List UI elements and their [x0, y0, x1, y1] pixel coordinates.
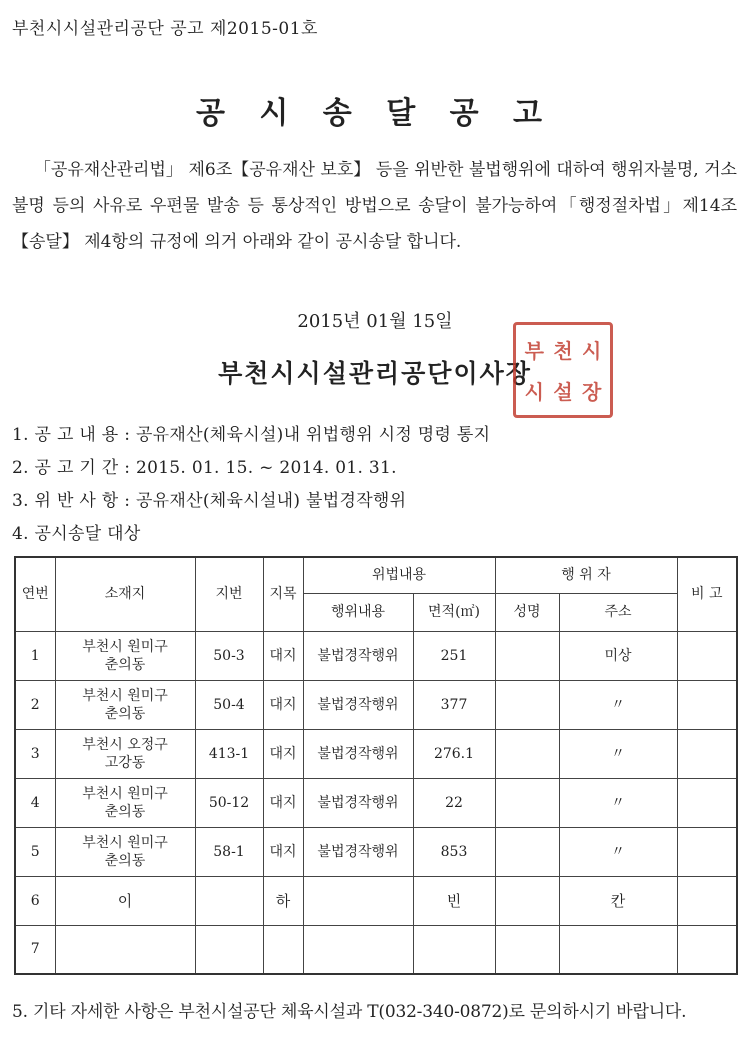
col-header-remarks: 비 고 [677, 557, 737, 631]
cell-no: 1 [15, 631, 55, 680]
cell-remarks [677, 729, 737, 778]
cell-address: 〃 [559, 827, 677, 876]
cell-area: 377 [413, 680, 495, 729]
cell-remarks [677, 778, 737, 827]
col-header-content: 행위내용 [303, 593, 413, 631]
item-target: 4. 공시송달 대상 [12, 524, 141, 544]
cell-empty [55, 925, 195, 974]
official-seal [513, 322, 613, 418]
cell-no: 6 [15, 876, 55, 925]
cell-content: 불법경작행위 [303, 778, 413, 827]
seal-char: 시 [581, 339, 602, 363]
cell-remarks [677, 631, 737, 680]
cell-location [55, 778, 195, 827]
cell-remarks [677, 680, 737, 729]
cell-empty [495, 925, 559, 974]
cell-empty [303, 876, 413, 925]
cell-no: 5 [15, 827, 55, 876]
cell-location [55, 729, 195, 778]
notice-number: 부천시시설관리공단 공고 제2015-01호 [12, 19, 318, 39]
table-row [15, 778, 737, 827]
cell-name [495, 778, 559, 827]
cell-category: 대지 [263, 827, 303, 876]
cell-content: 불법경작행위 [303, 680, 413, 729]
cell-location [55, 631, 195, 680]
table-row [15, 876, 737, 925]
cell-category: 대지 [263, 680, 303, 729]
cell-area: 853 [413, 827, 495, 876]
col-header-category: 지목 [263, 557, 303, 631]
cell-name [495, 729, 559, 778]
cell-lot: 50-4 [195, 680, 263, 729]
cell-lot: 413-1 [195, 729, 263, 778]
cell-address: 미상 [559, 631, 677, 680]
col-header-no: 연번 [15, 557, 55, 631]
cell-empty [303, 925, 413, 974]
cell-blank-marker: 칸 [559, 876, 677, 925]
cell-no: 2 [15, 680, 55, 729]
table-row [15, 925, 737, 974]
table-row [15, 680, 737, 729]
cell-name [495, 631, 559, 680]
cell-content: 불법경작행위 [303, 729, 413, 778]
location-line: 부천시 원미구 [82, 834, 168, 851]
location-line: 부천시 원미구 [82, 785, 168, 802]
cell-blank-marker: 하 [263, 876, 303, 925]
cell-no: 4 [15, 778, 55, 827]
cell-lot: 58-1 [195, 827, 263, 876]
cell-name [495, 680, 559, 729]
cell-name [495, 827, 559, 876]
cell-area: 251 [413, 631, 495, 680]
col-header-name: 성명 [495, 593, 559, 631]
body-text: 공유재산관리법」 제6조【공유재산 보호】 등을 위반한 불법행위에 대하여 행위자불명, 거소불명 등의 사유로 우편물 발송 등 통상적인 방법으로 송달이 불가능하여「행정절차법」제14조【송달】 제4항의 규정에 의거 아래와 같이 공시송달 합니다. [12, 160, 737, 252]
cell-empty [495, 876, 559, 925]
location-line: 춘의동 [104, 803, 146, 820]
col-header-location: 소재지 [55, 557, 195, 631]
target-table [14, 556, 738, 975]
location-line: 춘의동 [104, 852, 146, 869]
cell-empty [195, 876, 263, 925]
cell-empty [263, 925, 303, 974]
location-line: 부천시 오정구 [82, 736, 168, 753]
cell-no: 7 [15, 925, 55, 974]
cell-empty [413, 925, 495, 974]
cell-no: 3 [15, 729, 55, 778]
cell-content: 불법경작행위 [303, 827, 413, 876]
header-row [15, 557, 737, 593]
document-title: 공 시 송 달 공 고 [195, 96, 555, 131]
col-header-area: 면적(㎡) [413, 593, 495, 631]
item-content: 1. 공 고 내 용 : 공유재산(체육시설)내 위법행위 시정 명령 통지 [12, 425, 491, 445]
item-period: 2. 공 고 기 간 : 2015. 01. 15. ~ 2014. 01. 31. [12, 458, 397, 478]
col-header-violation: 위법내용 [303, 557, 495, 593]
seal-char: 부 [524, 339, 544, 363]
cell-category: 대지 [263, 631, 303, 680]
location-line: 춘의동 [104, 705, 146, 722]
cell-location [55, 827, 195, 876]
seal-char: 설 [553, 380, 573, 404]
cell-address: 〃 [559, 729, 677, 778]
seal-char: 장 [581, 380, 602, 404]
cell-empty [195, 925, 263, 974]
cell-blank-marker: 이 [55, 876, 195, 925]
col-header-violator: 행 위 자 [495, 557, 677, 593]
table-row [15, 631, 737, 680]
seal-char: 시 [524, 380, 544, 404]
col-header-lot: 지번 [195, 557, 263, 631]
cell-category: 대지 [263, 778, 303, 827]
cell-content: 불법경작행위 [303, 631, 413, 680]
col-header-address: 주소 [559, 593, 677, 631]
cell-address: 〃 [559, 778, 677, 827]
table-row [15, 827, 737, 876]
cell-area: 276.1 [413, 729, 495, 778]
cell-area: 22 [413, 778, 495, 827]
location-line: 부천시 원미구 [82, 638, 168, 655]
cell-lot: 50-3 [195, 631, 263, 680]
cell-lot: 50-12 [195, 778, 263, 827]
issuer-name: 부천시시설관리공단이사장 [218, 359, 532, 388]
cell-remarks [677, 827, 737, 876]
contact-note: 5. 기타 자세한 사항은 부천시설공단 체육시설과 T(032-340-0872)로 문의하시기 바랍니다. [12, 1002, 687, 1022]
location-line: 고강동 [104, 754, 146, 771]
cell-location [55, 680, 195, 729]
table-row [15, 729, 737, 778]
item-violation: 3. 위 반 사 항 : 공유재산(체육시설내) 불법경작행위 [12, 491, 407, 511]
seal-char: 천 [553, 339, 573, 363]
cell-empty [677, 925, 737, 974]
cell-empty [677, 876, 737, 925]
announcement-date: 2015년 01월 15일 [297, 311, 453, 332]
location-line: 부천시 원미구 [82, 687, 168, 704]
body-paragraph: 「공유재산관리법」 제6조【공유재산 보호】 등을 위반한 불법행위에 대하여 행위자불명, 거소불명 등의 사유로 우편물 발송 등 통상적인 방법으로 송달이 불가능하여「행정절차법」제14조【송달】 제4항의 규정에 의거 아래와 같이 공시송달 합니다. [12, 160, 737, 252]
cell-empty [559, 925, 677, 974]
cell-blank-marker: 빈 [413, 876, 495, 925]
cell-category: 대지 [263, 729, 303, 778]
location-line: 춘의동 [104, 656, 146, 673]
cell-address: 〃 [559, 680, 677, 729]
